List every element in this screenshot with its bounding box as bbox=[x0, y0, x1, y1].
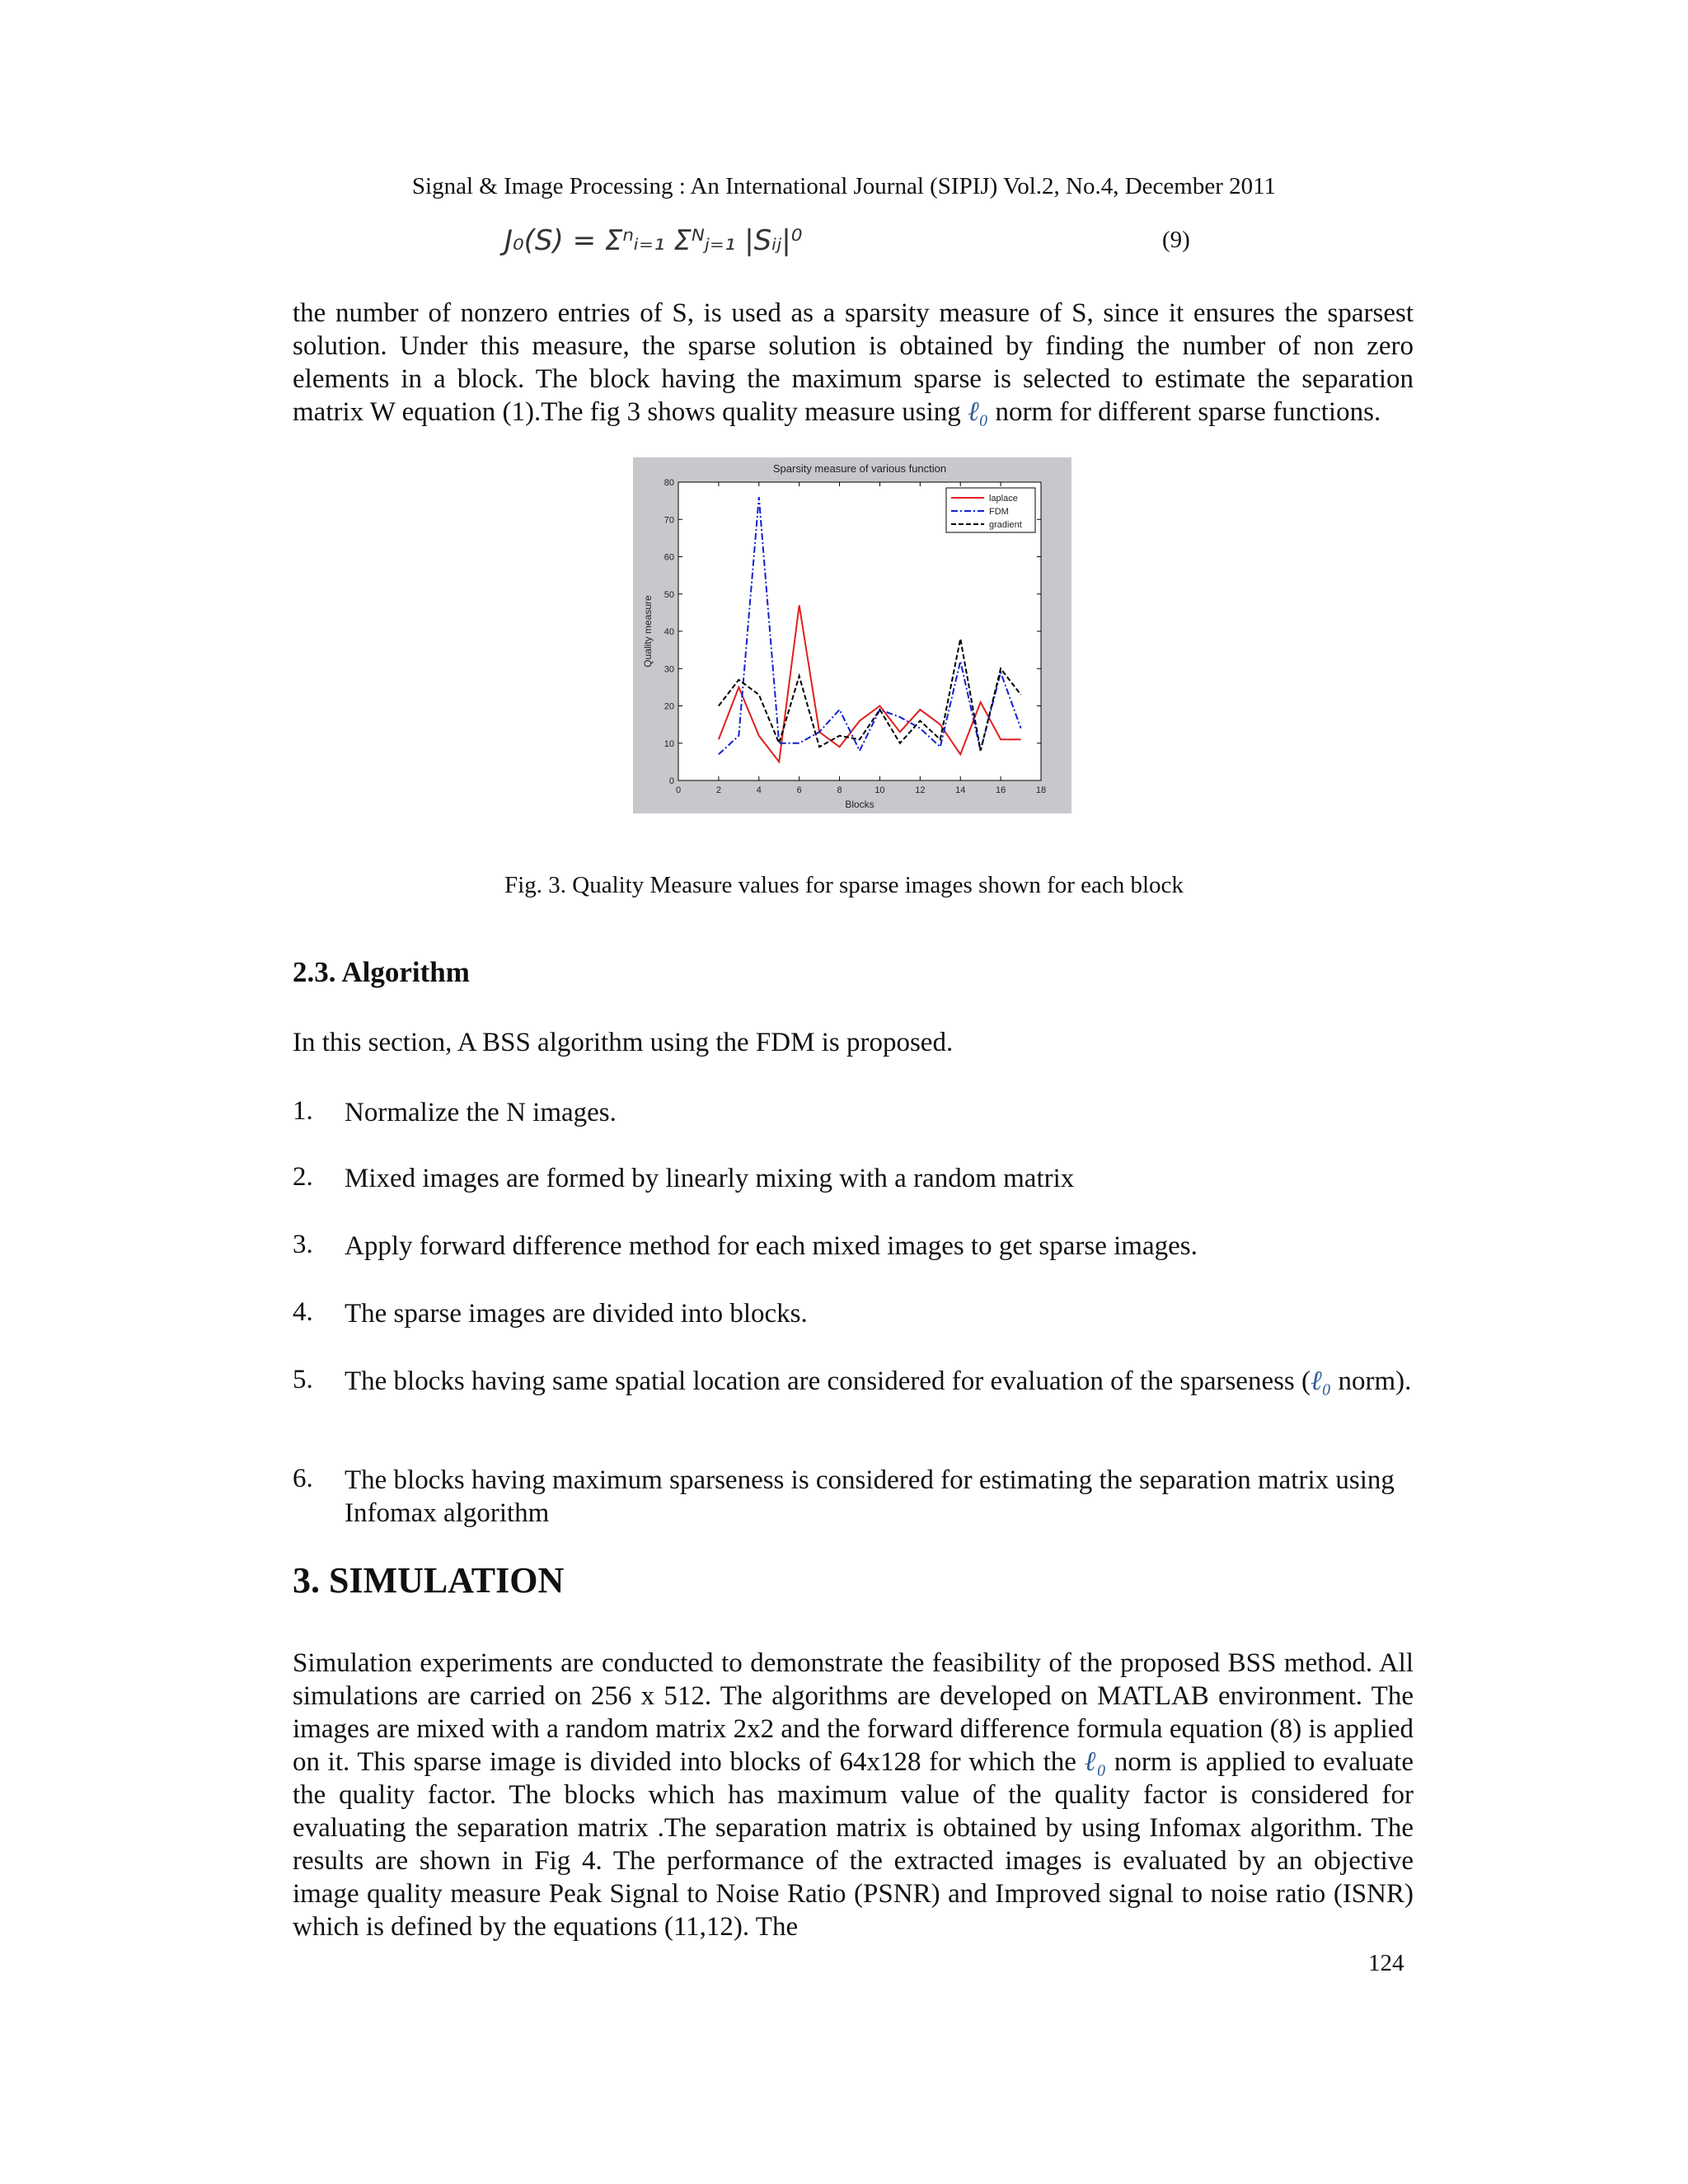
paragraph-simulation: Simulation experiments are conducted to demonstrate the feasibility of the proposed BSS method. All simulations are carried on 256 x 512. The algorithms are developed on MATLAB environment. The images are mixed with a random matrix 2x2 and the forward difference formula equation (8) is applied on it. This sparse image is divided into blocks of 64x128 for which the ℓ₀ norm is applied to evaluate the quality factor. The blocks which has maximum value of the quality factor is considered for evaluating the separation matrix .The separation matrix is obtained by using Infomax algorithm. The results are shown in Fig 4. The performance of the extracted images is evaluated by an objective image quality measure Peak Signal to Noise Ratio (PSNR) and Improved signal to noise ratio (ISNR) which is defined by the equations (11,12). The bbox=[293, 1648, 1414, 1942]
legend-label-laplace: laplace bbox=[989, 494, 1018, 504]
list-item-number: 2. bbox=[293, 1162, 313, 1192]
y-tick-label: 40 bbox=[663, 627, 674, 637]
list-item: Normalize the N images. bbox=[345, 1098, 617, 1127]
list-item: The blocks having same spatial location are considered for evaluation of the sparseness (ℓ₀ norm). bbox=[345, 1366, 1412, 1396]
intro-paragraph: In this section, A BSS algorithm using the FDM is proposed. bbox=[293, 1028, 954, 1057]
x-tick-label: 12 bbox=[915, 785, 926, 795]
y-tick-label: 50 bbox=[663, 589, 674, 600]
figure-3-chart bbox=[633, 457, 1071, 813]
legend-label-FDM: FDM bbox=[989, 507, 1009, 517]
x-tick-label: 8 bbox=[837, 785, 842, 795]
y-tick-label: 10 bbox=[663, 738, 674, 749]
section-heading-simulation: 3. SIMULATION bbox=[293, 1560, 565, 1601]
chart-svg bbox=[633, 457, 1071, 813]
page-number: 124 bbox=[1368, 1950, 1404, 1976]
list-item: Mixed images are formed by linearly mixing with a random matrix bbox=[345, 1164, 1075, 1193]
legend-label-gradient: gradient bbox=[989, 520, 1022, 530]
list-item-number: 5. bbox=[293, 1365, 313, 1394]
running-header: Signal & Image Processing : An International Journal (SIPIJ) Vol.2, No.4, December 2011 bbox=[411, 173, 1277, 199]
figure-caption: Fig. 3. Quality Measure values for sparse images shown for each block bbox=[504, 872, 1184, 898]
x-tick-label: 14 bbox=[955, 785, 966, 795]
section-heading-algorithm: 2.3. Algorithm bbox=[293, 956, 470, 988]
y-tick-label: 70 bbox=[663, 515, 674, 526]
x-tick-label: 2 bbox=[715, 785, 721, 795]
list-item-number: 4. bbox=[293, 1297, 313, 1327]
y-tick-label: 20 bbox=[663, 701, 674, 712]
y-tick-label: 30 bbox=[663, 664, 674, 675]
l0-symbol: ℓ₀ bbox=[1311, 1366, 1332, 1396]
equation-9: J₀(S) = Σⁿᵢ₌₁ Σᴺⱼ₌₁ |Sᵢⱼ|⁰ bbox=[504, 224, 803, 257]
y-tick-label: 80 bbox=[663, 478, 674, 488]
x-tick-label: 0 bbox=[675, 785, 682, 795]
list-item-number: 3. bbox=[293, 1230, 313, 1259]
paragraph-sparsity: the number of nonzero entries of S, is used as a sparsity measure of S, since it ensures the sparsest solution. Under this measure, the sparse solution is obtained by finding the number of non zero elements in a block. The block having the maximum sparse is selected to estimate the separation matrix W equation (1).The fig 3 shows quality measure using ℓ₀ norm for different sparse functions. bbox=[293, 298, 1414, 427]
x-tick-label: 10 bbox=[874, 785, 885, 795]
chart-title: Sparsity measure of various function bbox=[772, 462, 947, 475]
l0-symbol: ℓ₀ bbox=[1084, 1747, 1107, 1777]
l0-symbol: ℓ₀ bbox=[968, 397, 989, 427]
equation-number: (9) bbox=[1162, 227, 1190, 253]
list-item: Apply forward difference method for each mixed images to get sparse images. bbox=[345, 1231, 1198, 1261]
list-item-number: 1. bbox=[293, 1096, 313, 1126]
y-axis-label: Quality measure bbox=[642, 595, 654, 668]
list-item: The blocks having maximum sparseness is considered for estimating the separation matrix using Infomax algorithm bbox=[345, 1465, 1395, 1528]
x-tick-label: 18 bbox=[1035, 785, 1047, 795]
y-tick-label: 0 bbox=[668, 776, 674, 786]
list-item-number: 6. bbox=[293, 1464, 313, 1493]
x-tick-label: 6 bbox=[796, 785, 802, 795]
x-tick-label: 4 bbox=[756, 785, 762, 795]
y-tick-label: 60 bbox=[663, 552, 674, 563]
list-item: The sparse images are divided into blocks. bbox=[345, 1299, 808, 1329]
x-tick-label: 16 bbox=[995, 785, 1006, 795]
x-axis-label: Blocks bbox=[845, 799, 874, 810]
